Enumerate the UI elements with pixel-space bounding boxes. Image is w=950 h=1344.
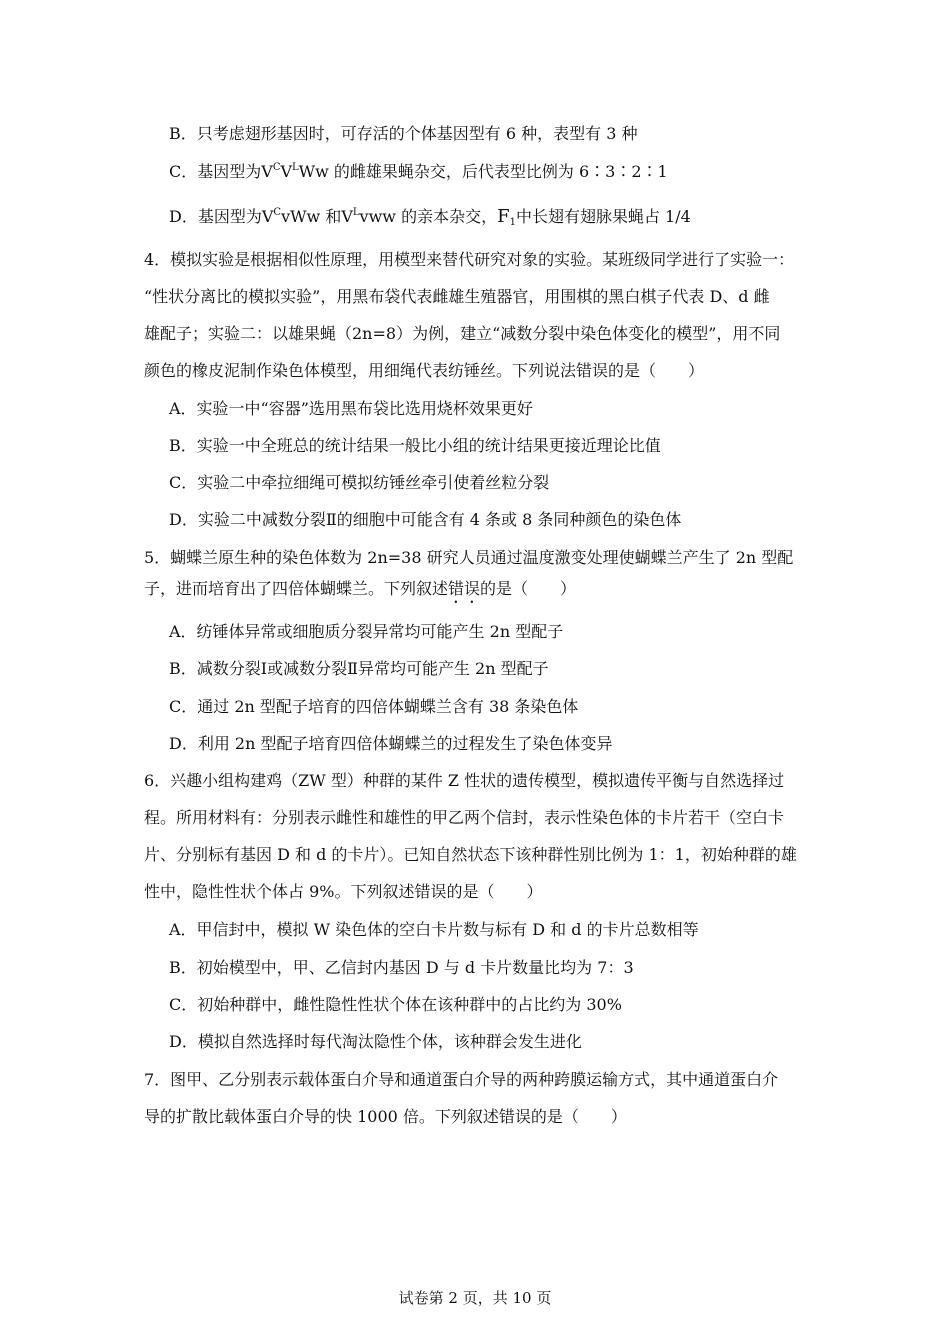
- q6-stem-line: 程。所用材料有：分别表示雌性和雄性的甲乙两个信封，表示性染色体的卡片若干（空白卡: [144, 808, 785, 827]
- q7-stem-line: 7．图甲、乙分别表示载体蛋白介导和通道蛋白介导的两种跨膜运输方式，其中通道蛋白介: [144, 1070, 779, 1089]
- q3-option-d-suffix: 中长翅有翅脉果蝇占 1/4: [515, 207, 691, 226]
- gene-symbol: V: [261, 207, 274, 226]
- emphasis-text: 错误: [448, 579, 481, 598]
- generation-symbol: F: [497, 206, 510, 227]
- q5-option-b: B．减数分裂Ⅰ或减数分裂Ⅱ异常均可能产生 2n 型配子: [169, 659, 549, 678]
- gene-symbol: V: [261, 162, 273, 181]
- q3-option-c-suffix: Ww 的雌雄果蝇杂交，后代表型比例为 6∶3∶2∶1: [298, 162, 668, 181]
- q5-option-c: C．通过 2n 型配子培育的四倍体蝴蝶兰含有 38 条染色体: [169, 697, 579, 716]
- q3-option-d-prefix: D．基因型为: [169, 207, 262, 226]
- q6-option-b: B．初始模型中，甲、乙信封内基因 D 与 d 卡片数量比均为 7：3: [169, 958, 634, 977]
- gene-symbol: V: [280, 162, 293, 181]
- q5-stem-text: 子，进而培育出了四倍体蝴蝶兰。下列叙述: [144, 579, 449, 598]
- q3-option-d-text: vww 的亲本杂交，: [359, 207, 498, 226]
- q5-stem-line: 5．蝴蝶兰原生种的染色体数为 2n=38 研究人员通过温度激变处理使蝴蝶兰产生了 2n 型配: [144, 548, 794, 567]
- allele-superscript: L: [352, 207, 360, 218]
- q4-stem-line: 4．模拟实验是根据相似性原理，用模型来替代研究对象的实验。某班级同学进行了实验一：: [144, 250, 795, 269]
- gene-symbol: V: [341, 207, 353, 226]
- q4-stem-line: “性状分离比的模拟实验”，用黑布袋代表雌雄生殖器官，用围棋的黑白棋子代表 D、d 雌: [144, 287, 770, 306]
- q7-stem-line: 导的扩散比载体蛋白介导的快 1000 倍。下列叙述错误的是（ ）: [144, 1107, 627, 1126]
- q6-option-d: D．模拟自然选择时每代淘汰隐性个体，该种群会发生进化: [169, 1032, 582, 1051]
- q3-option-b: B．只考虑翅形基因时，可存活的个体基因型有 6 种，表型有 3 种: [169, 124, 638, 143]
- q6-stem-line: 性中，隐性性状个体占 9%。下列叙述错误的是（ ）: [144, 882, 543, 901]
- q3-option-d-text: vWw 和: [281, 207, 342, 226]
- q5-stem-text: 的是（ ）: [480, 579, 577, 598]
- q3-option-c-prefix: C．基因型为: [169, 162, 262, 181]
- q6-option-a: A．甲信封中，模拟 W 染色体的空白卡片数与标有 D 和 d 的卡片总数相等: [169, 920, 699, 939]
- generation-subscript: 1: [509, 217, 516, 228]
- q4-option-a: A．实验一中“容器”选用黑布袋比选用烧杯效果更好: [169, 399, 533, 418]
- allele-superscript: C: [273, 207, 282, 218]
- q6-stem-line: 6．兴趣小组构建鸡（ZW 型）种群的某件 Z 性状的遗传模型，模拟遗传平衡与自然选择过: [144, 771, 785, 790]
- q4-stem-line: 颜色的橡皮泥制作染色体模型，用细绳代表纺锤丝。下列说法错误的是（ ）: [144, 361, 705, 380]
- q5-stem-line: [144, 577, 576, 607]
- q4-option-b: B．实验一中全班总的统计结果一般比小组的统计结果更接近理论比值: [169, 436, 661, 455]
- q4-stem-line: 雄配子；实验二：以雄果蝇（2n=8）为例，建立“减数分裂中染色体变化的模型”，用不同: [144, 324, 781, 343]
- allele-superscript: C: [272, 162, 281, 173]
- q6-stem-line: 片、分别标有基因 D 和 d 的卡片）。已知自然状态下该种群性别比例为 1：1，初始种群的雄: [144, 845, 797, 864]
- allele-superscript: L: [292, 162, 299, 173]
- q5-option-d: D．利用 2n 型配子培育四倍体蝴蝶兰的过程发生了染色体变异: [169, 734, 613, 753]
- page-footer: 试卷第 2 页，共 10 页: [398, 1289, 552, 1307]
- q4-option-c: C．实验二中牵拉细绳可模拟纺锤丝牵引使着丝粒分裂: [169, 473, 550, 492]
- q3-option-c: [169, 160, 668, 184]
- q3-option-d: [169, 205, 691, 229]
- q5-option-a: A．纺锤体异常或细胞质分裂异常均可能产生 2n 型配子: [169, 622, 564, 641]
- q4-option-d: D．实验二中减数分裂Ⅱ的细胞中可能含有 4 条或 8 条同种颜色的染色体: [169, 510, 682, 529]
- q6-option-c: C．初始种群中，雌性隐性性状个体在该种群中的占比约为 30%: [169, 995, 622, 1014]
